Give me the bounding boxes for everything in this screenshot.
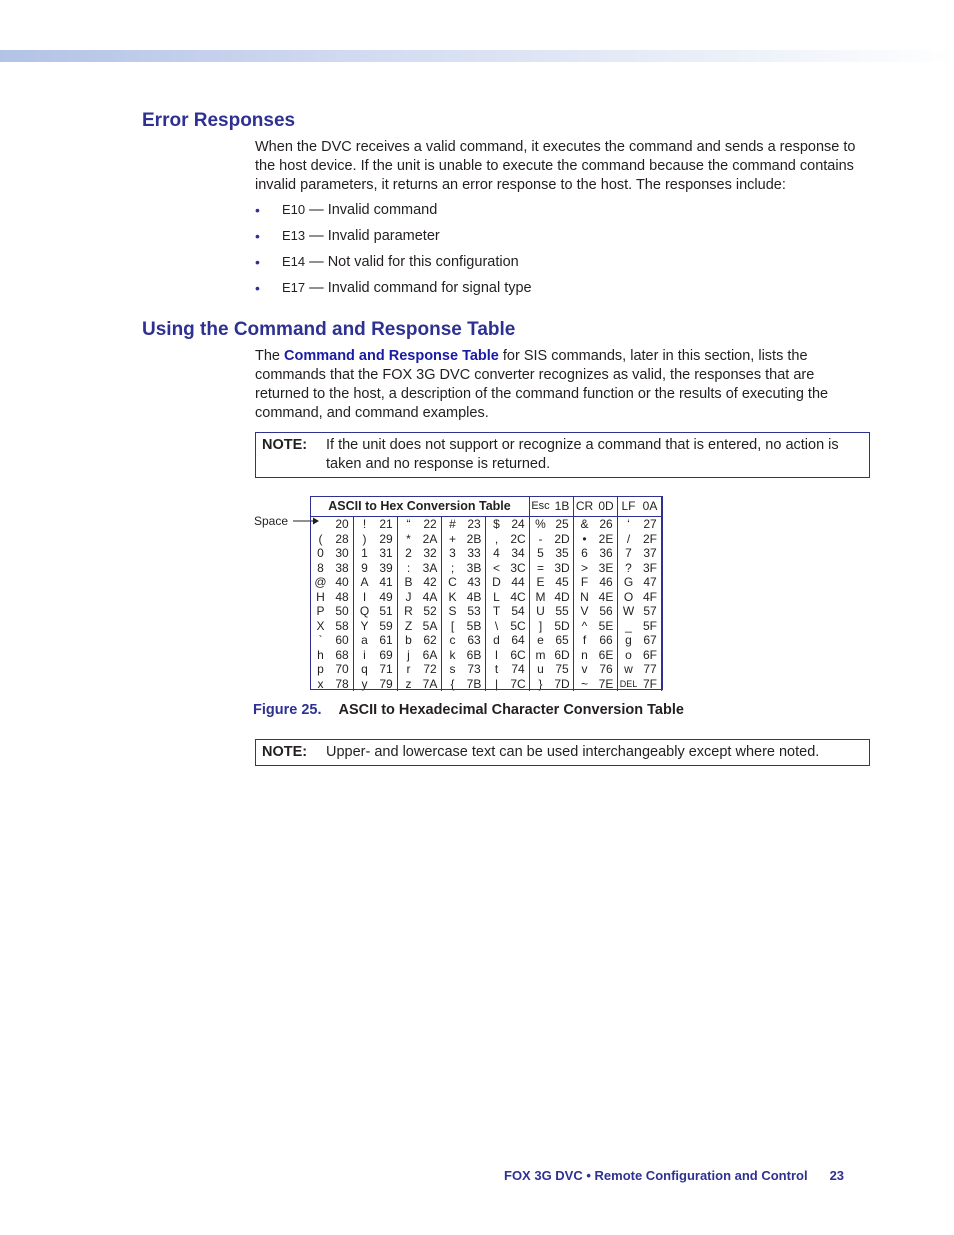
heading-error-responses: Error Responses	[142, 110, 296, 131]
char-cell: H	[316, 589, 325, 604]
char-cell: LF	[618, 496, 640, 517]
note-text: If the unit does not support or recognize a command that is entered, no action is taken and no response is returned.	[326, 437, 839, 472]
hex-cell: 23	[463, 517, 486, 532]
table-row	[310, 561, 662, 576]
hex-cell: 36	[595, 546, 618, 561]
table-row	[310, 575, 662, 590]
hex-cell: 7B	[463, 677, 486, 692]
hex-cell: 5F	[639, 619, 662, 634]
hex-cell: 59	[375, 619, 398, 634]
note-text: Upper- and lowercase text can be used interchangeably except where noted.	[326, 744, 820, 760]
heading-command-table: Using the Command and Response Table	[142, 319, 516, 340]
hex-cell: 76	[595, 662, 618, 677]
hex-cell: 2D	[551, 532, 574, 547]
char-cell: N	[580, 589, 589, 604]
hex-cell: 6D	[551, 648, 574, 663]
hex-cell: 66	[595, 633, 618, 648]
hex-cell: 56	[595, 604, 618, 619]
char-cell: #	[449, 517, 456, 531]
char-cell: @	[314, 575, 327, 589]
char-cell: e	[537, 633, 544, 647]
char-cell: B	[404, 575, 413, 589]
error-item: • E17 — Invalid command for signal type	[255, 276, 532, 302]
char-cell: 6	[581, 546, 588, 560]
hex-cell: 57	[639, 604, 662, 619]
char-cell: 9	[361, 560, 368, 575]
table-row	[310, 517, 662, 532]
char-cell: s	[449, 662, 456, 676]
hex-cell: 32	[419, 546, 442, 561]
char-cell: i	[363, 647, 366, 662]
figure-title: ASCII to Hexadecimal Character Conversion Table	[338, 702, 684, 718]
char-cell: ~	[580, 676, 588, 691]
hex-cell: 7E	[595, 677, 618, 692]
hex-cell: 3B	[463, 561, 486, 576]
hex-cell: 47	[639, 575, 662, 590]
char-cell: Q	[359, 604, 370, 618]
hex-cell: 3D	[551, 561, 574, 576]
char-cell: O	[623, 589, 634, 604]
hex-cell: 3F	[639, 561, 662, 576]
table-header-row	[310, 496, 662, 517]
hex-cell: 2E	[595, 532, 618, 547]
char-cell: T	[492, 604, 501, 618]
char-cell: t	[494, 662, 499, 676]
char-cell: a	[361, 633, 368, 647]
char-cell: •	[582, 531, 587, 546]
char-cell: |	[494, 676, 499, 691]
hex-cell: 6E	[595, 648, 618, 663]
char-cell: u	[537, 662, 544, 676]
char-cell: 1	[361, 546, 368, 560]
char-cell: DEL	[619, 678, 638, 689]
hex-cell: 50	[331, 604, 354, 619]
hex-cell: 43	[463, 575, 486, 590]
char-cell: p	[317, 662, 324, 676]
char-cell: !	[362, 517, 367, 531]
error-item: • E13 — Invalid parameter	[255, 224, 532, 250]
char-cell: F	[580, 575, 589, 589]
char-cell: 2	[405, 546, 412, 560]
hex-cell: 70	[331, 662, 354, 677]
char-cell: b	[405, 633, 412, 647]
hex-cell: 29	[375, 532, 398, 547]
char-cell: S	[448, 604, 457, 618]
char-cell: %	[535, 517, 546, 531]
hex-cell: 5D	[551, 619, 574, 634]
hex-cell: 28	[331, 532, 354, 547]
hex-cell: 2C	[507, 532, 530, 547]
char-cell: P	[316, 604, 325, 618]
table-row	[310, 648, 662, 663]
hex-cell: 4F	[639, 590, 662, 605]
hex-cell: 3E	[595, 561, 618, 576]
hex-cell: 5E	[595, 619, 618, 634]
hex-cell: 37	[639, 546, 662, 561]
hex-cell: 21	[375, 517, 398, 532]
hex-cell: 74	[507, 662, 530, 677]
hex-cell: 5B	[463, 619, 486, 634]
hex-cell: 52	[419, 604, 442, 619]
table-row	[310, 633, 662, 648]
bullet-icon: •	[255, 254, 260, 270]
table-row	[310, 619, 662, 634]
note-box	[255, 739, 870, 766]
hex-cell: 62	[419, 633, 442, 648]
hex-cell: 75	[551, 662, 574, 677]
hex-cell: 31	[375, 546, 398, 561]
hex-cell: 27	[639, 517, 662, 532]
hex-cell: 24	[507, 517, 530, 532]
char-cell: +	[448, 531, 456, 546]
hex-cell: 69	[375, 648, 398, 663]
table-row	[310, 604, 662, 619]
char-cell: ‘	[627, 517, 630, 531]
hex-cell: 7D	[551, 677, 574, 692]
hex-cell: 58	[331, 619, 354, 634]
command-table-link[interactable]: Command and Response Table	[284, 348, 499, 364]
hex-cell: 7F	[639, 677, 662, 692]
char-cell: I	[362, 589, 367, 604]
table-row	[310, 662, 662, 677]
char-cell: y	[361, 676, 368, 691]
table-row	[310, 532, 662, 547]
hex-cell: 30	[331, 546, 354, 561]
char-cell: 7	[625, 546, 632, 560]
char-cell: _	[625, 618, 632, 633]
char-cell: }	[538, 676, 543, 691]
hex-cell: 78	[331, 677, 354, 692]
page-number: 23	[829, 1168, 845, 1183]
table-row	[310, 677, 662, 692]
char-cell: ;	[450, 560, 455, 575]
hex-cell: 41	[375, 575, 398, 590]
hex-cell: 35	[551, 546, 574, 561]
char-cell: m	[535, 647, 546, 662]
error-responses-body: When the DVC receives a valid command, it executes the command and sends a response to the host device. If the unit is unable to execute the command because the command contains invalid parameters, it returns an error response to the host. The responses include:	[255, 139, 856, 193]
char-cell: M	[535, 589, 546, 604]
char-cell: :	[406, 560, 411, 575]
hex-cell: 7A	[419, 677, 442, 692]
hex-cell: 64	[507, 633, 530, 648]
hex-cell: 79	[375, 677, 398, 692]
char-cell: R	[404, 604, 413, 618]
hex-cell: 4E	[595, 590, 618, 605]
hex-cell: 0D	[595, 496, 618, 517]
table-title: ASCII to Hex Conversion Table	[310, 496, 530, 517]
hex-cell: 65	[551, 633, 574, 648]
char-cell: W	[622, 604, 635, 618]
hex-cell: 72	[419, 662, 442, 677]
command-table-body: The Command and Response Table for SIS commands, later in this section, lists the commands that the FOX 3G DVC converter recognizes as valid, the responses that are returned to the host, a description of the command function or the results of executing the command, and command examples.	[255, 348, 829, 421]
hex-cell: 48	[331, 590, 354, 605]
char-cell: A	[360, 575, 369, 589]
char-cell: )	[362, 531, 367, 546]
hex-cell: 3C	[507, 561, 530, 576]
hex-cell: 51	[375, 604, 398, 619]
char-cell: v	[581, 662, 588, 676]
char-cell: C	[448, 575, 457, 589]
char-cell: 4	[493, 546, 500, 560]
note-label: NOTE:	[262, 744, 308, 760]
hex-cell: 53	[463, 604, 486, 619]
space-label: Space	[254, 514, 289, 528]
hex-cell: 61	[375, 633, 398, 648]
hex-cell: 45	[551, 575, 574, 590]
char-cell: `	[318, 633, 323, 647]
char-cell: r	[406, 662, 411, 676]
char-cell: q	[361, 662, 368, 676]
error-list	[255, 198, 532, 302]
char-cell: Z	[404, 618, 413, 633]
hex-cell: 4B	[463, 590, 486, 605]
char-cell: ]	[538, 618, 543, 633]
hex-cell: 25	[551, 517, 574, 532]
hex-cell: 2B	[463, 532, 486, 547]
char-cell: 0	[317, 546, 324, 560]
hex-cell: 3A	[419, 561, 442, 576]
header-bar	[0, 50, 954, 62]
table-row	[310, 590, 662, 605]
footer-title: FOX 3G DVC • Remote Configuration and Control	[504, 1168, 808, 1183]
char-cell: >	[580, 560, 588, 575]
char-cell: ,	[494, 531, 499, 546]
hex-cell: 42	[419, 575, 442, 590]
char-cell: L	[493, 589, 500, 604]
char-cell: h	[317, 647, 324, 662]
char-cell: Esc	[530, 496, 552, 517]
char-cell: c	[449, 633, 456, 647]
char-cell: “	[406, 517, 411, 531]
hex-cell: 20	[331, 517, 354, 532]
hex-cell: 77	[639, 662, 662, 677]
table-row	[310, 546, 662, 561]
bullet-icon: •	[255, 280, 260, 296]
hex-cell: 33	[463, 546, 486, 561]
hex-cell: 44	[507, 575, 530, 590]
figure-caption	[253, 702, 684, 718]
hex-cell: 40	[331, 575, 354, 590]
char-cell: D	[492, 575, 501, 589]
hex-cell: 71	[375, 662, 398, 677]
char-cell: [	[450, 618, 455, 633]
note-label: NOTE:	[262, 437, 308, 453]
hex-cell: 73	[463, 662, 486, 677]
hex-cell: 38	[331, 561, 354, 576]
hex-cell: 5A	[419, 619, 442, 634]
hex-cell: 63	[463, 633, 486, 648]
hex-cell: 6C	[507, 648, 530, 663]
char-cell: 5	[537, 546, 544, 560]
char-cell: {	[450, 676, 455, 691]
char-cell: -	[538, 531, 543, 546]
char-cell: \	[494, 618, 499, 633]
char-cell: x	[317, 676, 324, 691]
char-cell: z	[405, 676, 412, 691]
hex-cell: 0A	[639, 496, 662, 517]
footer	[504, 1168, 844, 1183]
char-cell: J	[405, 589, 412, 604]
char-cell: 3	[449, 546, 456, 560]
char-cell: 8	[317, 560, 324, 575]
char-cell: f	[582, 633, 587, 647]
char-cell	[310, 517, 331, 532]
char-cell: <	[492, 560, 500, 575]
hex-cell: 1B	[551, 496, 574, 517]
char-cell: *	[406, 531, 411, 546]
hex-cell: 6F	[639, 648, 662, 663]
ascii-hex-table	[310, 496, 662, 691]
char-cell: E	[536, 575, 545, 589]
hex-cell: 7C	[507, 677, 530, 692]
hex-cell: 4A	[419, 590, 442, 605]
char-cell: k	[449, 647, 456, 662]
hex-cell: 54	[507, 604, 530, 619]
char-cell: V	[580, 604, 589, 618]
error-item: • E10 — Invalid command	[255, 198, 532, 224]
char-cell: ^	[581, 618, 588, 633]
figure-number: Figure 25.	[253, 702, 322, 718]
char-cell: o	[625, 647, 632, 662]
bullet-icon: •	[255, 228, 260, 244]
hex-cell: 4D	[551, 590, 574, 605]
note-box	[255, 432, 870, 478]
hex-cell: 60	[331, 633, 354, 648]
char-cell: CR	[574, 496, 596, 517]
char-cell: n	[581, 647, 588, 662]
hex-cell: 2A	[419, 532, 442, 547]
hex-cell: 4C	[507, 590, 530, 605]
char-cell: w	[624, 662, 633, 676]
hex-cell: 55	[551, 604, 574, 619]
hex-cell: 6A	[419, 648, 442, 663]
char-cell: G	[623, 575, 634, 589]
char-cell: Y	[360, 618, 369, 633]
hex-cell: 26	[595, 517, 618, 532]
hex-cell: 34	[507, 546, 530, 561]
char-cell: X	[316, 618, 325, 633]
char-cell: d	[493, 633, 500, 647]
hex-cell: 6B	[463, 648, 486, 663]
hex-cell: 46	[595, 575, 618, 590]
char-cell: &	[580, 517, 589, 531]
hex-cell: 2F	[639, 532, 662, 547]
hex-cell: 49	[375, 590, 398, 605]
bullet-icon: •	[255, 202, 260, 218]
char-cell: ?	[625, 560, 632, 575]
hex-cell: 5C	[507, 619, 530, 634]
char-cell: U	[536, 604, 545, 618]
char-cell: $	[493, 517, 500, 531]
hex-cell: 22	[419, 517, 442, 532]
char-cell: j	[407, 647, 410, 662]
hex-cell: 67	[639, 633, 662, 648]
char-cell: l	[495, 647, 498, 662]
char-cell: g	[625, 633, 632, 647]
char-cell: =	[536, 560, 544, 575]
char-cell: K	[448, 589, 457, 604]
char-cell: /	[626, 531, 631, 546]
hex-cell: 68	[331, 648, 354, 663]
error-item: • E14 — Not valid for this configuration	[255, 250, 532, 276]
char-cell: (	[318, 531, 323, 546]
hex-cell: 39	[375, 561, 398, 576]
